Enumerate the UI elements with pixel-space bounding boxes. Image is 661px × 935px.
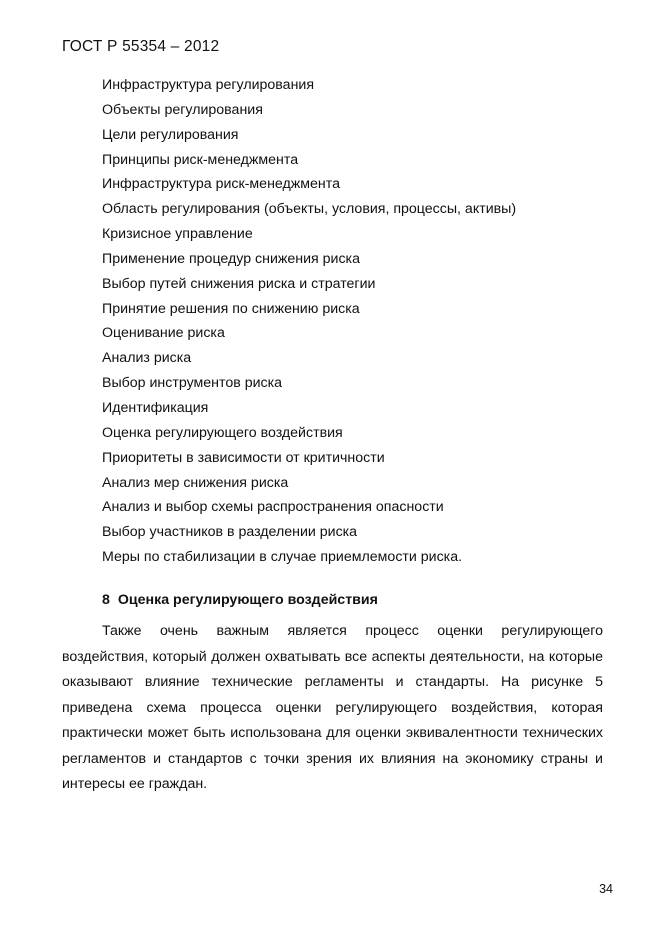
document-header: ГОСТ Р 55354 – 2012 bbox=[62, 38, 220, 55]
list-item: Приоритеты в зависимости от критичности bbox=[102, 449, 385, 466]
list-item: Выбор участников в разделении риска bbox=[102, 524, 358, 541]
page-number: 34 bbox=[599, 882, 613, 896]
list-item: Принципы риск-менеджмента bbox=[102, 151, 299, 168]
list-item: Кризисное управление bbox=[102, 226, 253, 243]
list-item: Идентификация bbox=[102, 399, 209, 416]
list-item: Область регулирования (объекты, условия, процессы, активы) bbox=[102, 201, 517, 218]
section-heading bbox=[102, 588, 378, 612]
regulation-elements-list bbox=[102, 73, 516, 570]
list-item: Выбор путей снижения риска и стратегии bbox=[102, 275, 376, 292]
section-title: Оценка регулирующего воздействия bbox=[117, 592, 378, 608]
list-item: Принятие решения по снижению риска bbox=[102, 300, 360, 317]
list-item: Инфраструктура риск-менеджмента bbox=[102, 176, 340, 193]
list-item: Цели регулирования bbox=[102, 126, 239, 143]
section-number: 8 bbox=[102, 592, 110, 608]
list-item: Анализ мер снижения риска bbox=[102, 474, 289, 491]
list-item: Инфраструктура регулирования bbox=[102, 77, 315, 93]
body-paragraph: Также очень важным является процесс оценки регулирующего воздействия, который должен охватывать все аспекты деятельности, на которые оказывают влияние технические регламенты и стандарты. На рисунке 5 приведена схема процесса оценки регулирующего воздействия, которая практически может быть использована для оценки эквивалентности технических регламентов и стандартов с точки зрения их влияния на экономику страны и интересы ее граждан. bbox=[62, 623, 603, 792]
list-item: Объекты регулирования bbox=[102, 101, 263, 118]
list-item: Меры по стабилизации в случае приемлемости риска. bbox=[102, 549, 463, 566]
list-item: Оценка регулирующего воздействия bbox=[102, 424, 343, 441]
list-item: Оценивание риска bbox=[102, 325, 225, 342]
list-item: Анализ риска bbox=[102, 350, 192, 367]
list-item: Применение процедур снижения риска bbox=[102, 250, 360, 267]
list-item: Выбор инструментов риска bbox=[102, 375, 283, 392]
list-item: Анализ и выбор схемы распространения опасности bbox=[102, 499, 444, 516]
